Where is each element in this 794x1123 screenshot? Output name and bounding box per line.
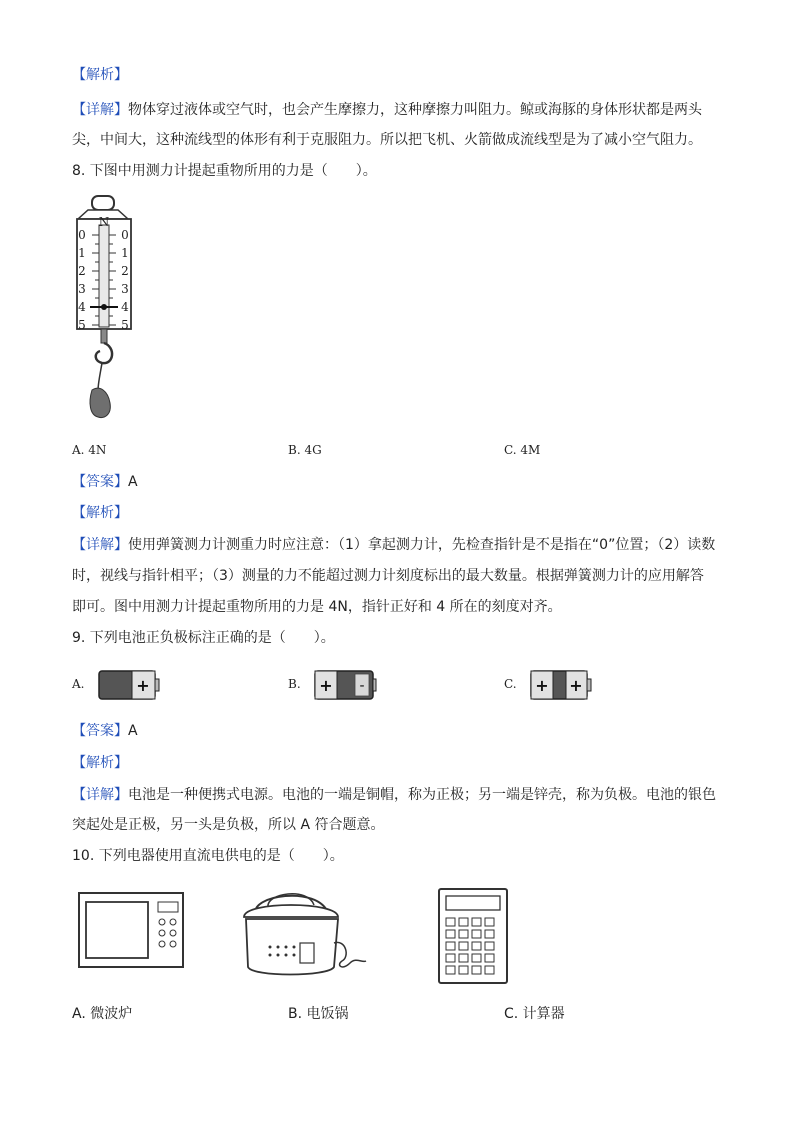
detail-text: 时，视线与指针相平；（3）测量的力不能超过测力计刻度标出的最大数量。根据弹簧测力计的应用解答 (72, 568, 704, 584)
scale-unit-label: N (98, 215, 110, 229)
answer-line (72, 721, 138, 741)
microwave-icon (78, 892, 184, 968)
battery-left-sign: + (319, 676, 333, 695)
option-a[interactable]: A. 微波炉 (72, 1006, 133, 1022)
scale-number-right: 2 (121, 264, 129, 278)
detail-tag: 【详解】 (72, 102, 128, 118)
analysis-tag-1: 【解析】 (72, 67, 128, 83)
scale-number-left: 0 (78, 228, 86, 242)
rice-cooker-icon (238, 885, 370, 980)
scale-number-right: 4 (121, 300, 129, 314)
option-a[interactable]: A. (72, 677, 85, 691)
answer-tag: 【答案】 (72, 474, 128, 490)
battery-right-sign: + (136, 676, 150, 695)
option-c[interactable]: C. 计算器 (504, 1006, 565, 1022)
detail-text: 物体穿过液体或空气时，也会产生摩擦力，这种摩擦力叫阻力。鲸或海豚的身体形状都是两头 (128, 102, 702, 118)
scale-number-left: 1 (78, 246, 86, 260)
answer-value: A (128, 474, 138, 490)
scale-rod (101, 329, 107, 343)
battery-right-sign: + (569, 676, 583, 695)
scale-tube (99, 225, 109, 327)
battery-left-sign: + (535, 676, 549, 695)
analysis-tag-2: 【解析】 (72, 505, 128, 521)
detail-tag: 【详解】 (72, 787, 128, 803)
detail-text: 尖，中间大，这种流线型的体形有利于克服阻力。所以把飞机、火箭做成流线型是为了减小空气阻力。 (72, 132, 702, 148)
option-a[interactable]: A. 4N (72, 443, 107, 457)
detail-tag: 【详解】 (72, 537, 128, 553)
battery-a (98, 670, 160, 700)
scale-number-left: 4 (78, 300, 86, 314)
detail-text: 突起处是正极，另一头是负极，所以 A 符合题意。 (72, 817, 385, 833)
scale-number-right: 1 (121, 246, 129, 260)
detail-text: 即可。图中用测力计提起重物所用的力是 4N，指针正好和 4 所在的刻度对齐。 (72, 599, 562, 615)
analysis-tag-3: 【解析】 (72, 755, 128, 771)
question-9-text: 9. 下列电池正负极标注正确的是（ ）。 (72, 630, 335, 646)
option-c[interactable]: C. (504, 677, 517, 691)
scale-number-right: 0 (121, 228, 129, 242)
detail-paragraph-2 (72, 535, 715, 555)
question-8-text: 8. 下图中用测力计提起重物所用的力是（ ）。 (72, 163, 377, 179)
option-b[interactable]: B. 电饭锅 (288, 1006, 349, 1022)
weight-object (90, 388, 110, 417)
answer-value: A (128, 723, 138, 739)
option-c[interactable]: C. 4M (504, 443, 541, 457)
option-b[interactable]: B. (288, 677, 301, 691)
battery-right-sign: - (359, 678, 365, 694)
answer-line (72, 472, 138, 492)
battery-c (528, 670, 592, 700)
spring-scale-figure (70, 193, 140, 423)
question-10-text: 10. 下列电器使用直流电供电的是（ ）。 (72, 848, 344, 864)
scale-number-left: 5 (78, 318, 86, 332)
battery-b (312, 670, 376, 700)
scale-string (98, 363, 102, 391)
scale-number-right: 5 (121, 318, 129, 332)
detail-paragraph-1 (72, 100, 702, 120)
option-b[interactable]: B. 4G (288, 443, 322, 457)
scale-number-left: 2 (78, 264, 86, 278)
answer-tag: 【答案】 (72, 723, 128, 739)
scale-number-right: 3 (121, 282, 129, 296)
scale-pointer-dot (101, 304, 107, 310)
detail-text: 使用弹簧测力计测重力时应注意：（1）拿起测力计，先检查指针是不是指在“0”位置；（2）读数 (128, 537, 716, 553)
scale-ring (92, 196, 114, 210)
detail-text: 电池是一种便携式电源。电池的一端是铜帽，称为正极；另一端是锌壳，称为负极。电池的银色 (128, 787, 716, 803)
scale-hook (96, 343, 112, 363)
detail-paragraph-3 (72, 785, 716, 805)
calculator-icon (438, 888, 508, 984)
scale-number-left: 3 (78, 282, 86, 296)
